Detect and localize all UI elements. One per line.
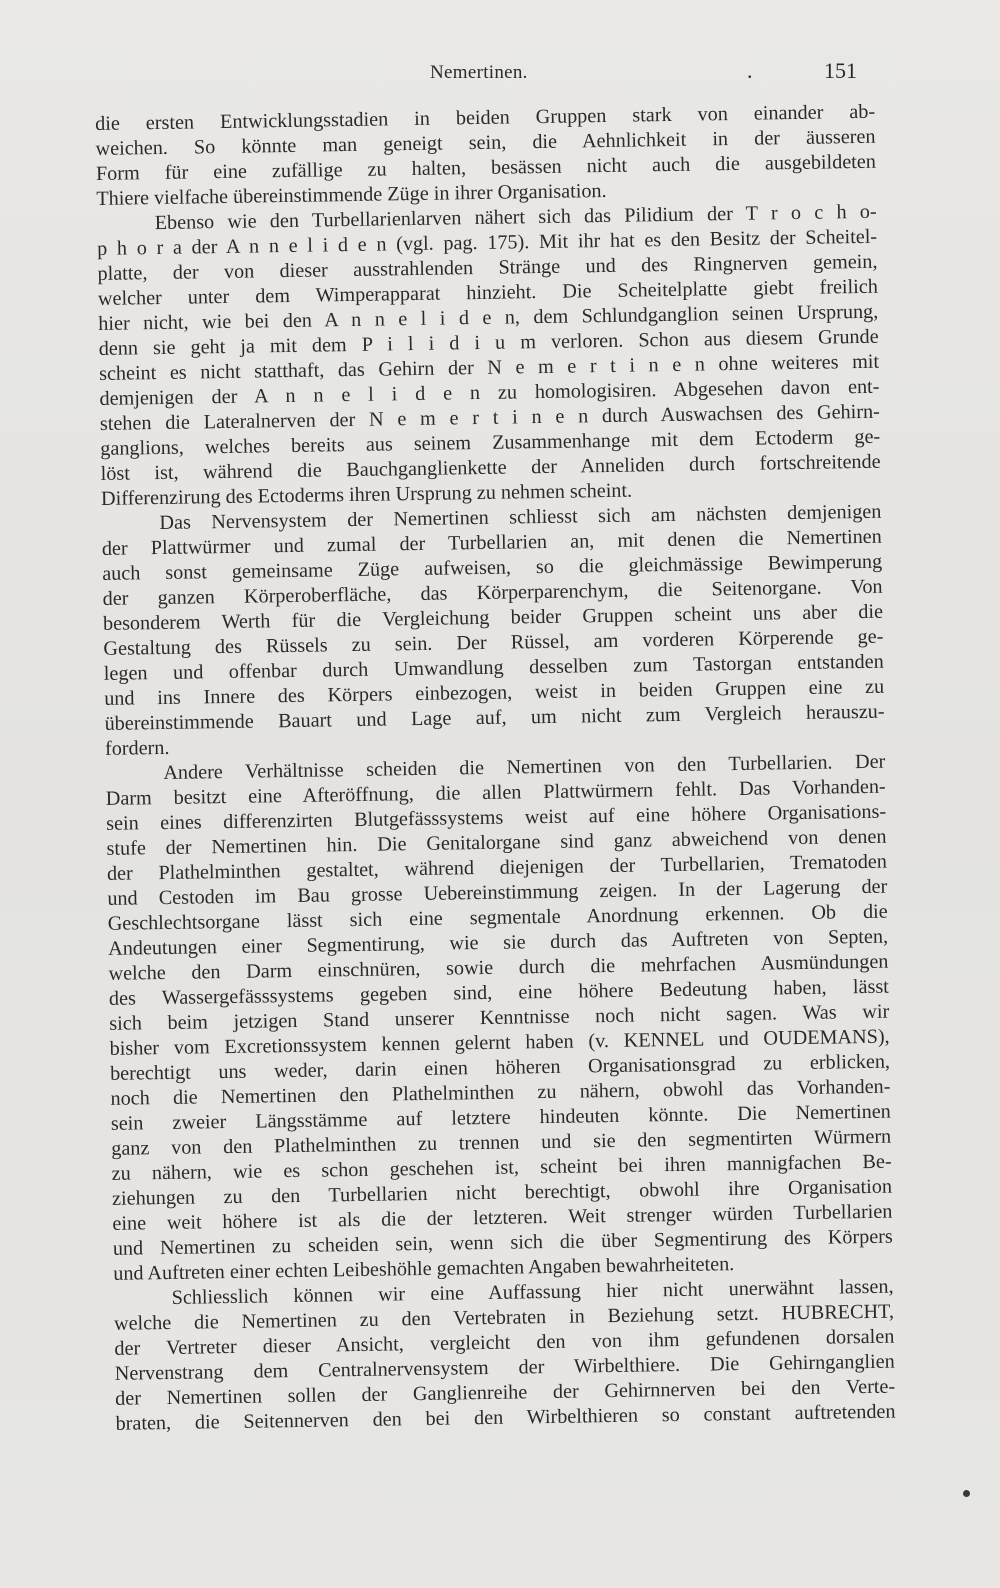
running-head [95, 58, 865, 88]
text-line: ganz von den Plathelminthen zu trennen und sie den segmentirten Würmern [111, 1125, 892, 1160]
text-line: denn sie geht ja mit dem P i l i d i u m verloren. Schon aus diesem Grunde [98, 325, 879, 360]
text-line: löst ist, während die Bauchganglienkette der Anneliden durch fortschreitende [100, 450, 881, 485]
text-line: hier nicht, wie bei den A n n e l i d e n, dem Schlundganglion seinen Ursprung, [98, 300, 879, 335]
text-line: der ganzen Körperoberfläche, das Körperparenchym, die Seitenorgane. Von [102, 575, 883, 610]
text-line: eine weit höhere ist als die der letzteren. Weit strenger würden Turbellarien [112, 1200, 893, 1235]
text-line: und Auftreten einer echten Leibeshöhle gemachten Angaben bewahrheiteten. [113, 1253, 735, 1285]
text-line: und Cestoden im Bau grosse Uebereinstimmung zeigen. In der Lagerung der [107, 875, 888, 910]
text-line: scheint es nicht statthaft, das Gehirn der N e m e r t i n e n ohne weiteres mit [98, 350, 880, 385]
page-number: 151 [824, 58, 857, 83]
text-line: welche den Darm einschnüren, sowie durch die mehrfachen Ausmündungen [108, 950, 889, 985]
text-line: zu nähern, wie es schon geschehen ist, scheint bei ihren mannigfachen Be- [111, 1150, 892, 1185]
text-line: welche die Nemertinen zu den Vertebraten in Beziehung setzt. HUBRECHT, [113, 1300, 895, 1335]
text-line: der Plathelminthen gestaltet, während diejenigen der Turbellarien, Trematoden [106, 850, 888, 885]
text-line: sein eines differenzirten Blutgefässsystems weist auf eine höhere Organisations- [106, 800, 887, 835]
text-line: sich beim jetzigen Stand unserer Kenntnisse noch nicht sagen. Was wir [109, 1000, 890, 1035]
text-line: welcher unter dem Wimperapparat hinzieht. Die Scheitelplatte giebt freilich [97, 275, 879, 310]
running-head-dot: . [747, 58, 753, 83]
text-line: berechtigt uns weder, darin einen höheren Organisationsgrad zu erblicken, [109, 1050, 891, 1085]
text-line: p h o r a der A n n e l i d e n (vgl. pag. 175). Mit ihr hat es den Besitz der Scheitel- [96, 225, 878, 260]
text-line: Darm besitzt eine Afteröffnung, die allen Plattwürmern fehlt. Das Vorhanden- [105, 775, 886, 810]
text-line: platte, der von dieser ausstrahlenden Stränge und des Ringnerven gemein, [97, 250, 878, 285]
text-line: übereinstimmende Bauart und Lage auf, um nicht zum Vergleich herauszu- [104, 700, 885, 735]
text-line: und Nemertinen zu scheiden sein, wenn sich die über Segmentirung des Körpers [112, 1225, 893, 1260]
text-line: die ersten Entwicklungsstadien in beiden Gruppen stark von einander ab- [95, 100, 876, 135]
text-line: Andeutungen einer Segmentirung, wie sie durch das Auftreten von Septen, [107, 925, 889, 960]
text-line: legen und offenbar durch Umwandlung desselben zum Tastorgan entstanden [103, 650, 884, 685]
text-line: stufe der Nemertinen hin. Die Genitalorgane sind ganz abweichend von denen [106, 825, 887, 860]
text-line: Schliesslich können wir eine Auffassung hier nicht unerwähnt lassen, [171, 1275, 894, 1309]
text-line: der Plattwürmer und zumal der Turbellarien an, mit denen die Nemertinen [101, 525, 882, 560]
running-title: Nemertinen. [430, 62, 528, 83]
text-line: sein zweier Längsstämme auf letztere hindeuten könnte. Die Nemertinen [110, 1100, 891, 1135]
text-line: auch sonst gemeinsame Züge aufweisen, so die gleichmässige Bewimperung [102, 550, 883, 585]
text-line: Gestaltung des Rüssels zu sein. Der Rüssel, am vorderen Körperende ge- [103, 625, 884, 660]
text-line: braten, die Seitennerven den bei den Wirbelthieren so constant auftretenden [115, 1400, 896, 1435]
text-line: Das Nervensystem der Nemertinen schliesst sich am nächsten demjenigen [159, 500, 882, 535]
text-line: noch die Nemertinen den Plathelminthen zu nähern, obwohl das Vorhanden- [110, 1075, 891, 1110]
text-line: ganglions, welches bereits aus seinem Zusammenhange mit dem Ectoderm ge- [100, 425, 881, 460]
text-line: Geschlechtsorgane lässt sich eine segmentale Anordnung erkennen. Ob die [107, 900, 888, 935]
text-line: der Vertreter dieser Ansicht, vergleicht den von ihm gefundenen dorsalen [114, 1325, 895, 1360]
text-line: Differenzirung des Ectoderms ihren Ursprung zu nehmen scheint. [100, 479, 633, 510]
text-line: besonderem Werth für die Vergleichung beider Gruppen scheint uns aber die [102, 600, 884, 635]
text-line: demjenigen der A n n e l i d e n zu homologisiren. Abgesehen davon ent- [99, 375, 880, 410]
text-line: Andere Verhältnisse scheiden die Nemertinen von den Turbellarien. Der [163, 750, 886, 785]
ink-spot-mark [963, 1490, 970, 1497]
text-line: und ins Innere des Körpers einbezogen, weist in beiden Gruppen eine zu [104, 675, 885, 710]
text-line: Form für eine zufällige zu halten, besässen nicht auch die ausgebildeten [95, 150, 877, 185]
text-line: Thiere vielfache übereinstimmende Züge in ihrer Organisation. [96, 179, 607, 210]
text-line: bisher vom Excretionssystem kennen gelernt haben (v. KENNEL und OUDEMANS), [109, 1025, 890, 1060]
text-line: des Wassergefässsystems gegeben sind, eine höhere Bedeutung haben, lässt [108, 975, 890, 1010]
text-line: fordern. [104, 736, 170, 760]
text-line: ziehungen zu den Turbellarien nicht berechtigt, obwohl ihre Organisation [111, 1175, 893, 1210]
text-line: Nervenstrang dem Centralnervensystem der Wirbelthiere. Die Gehirnganglien [114, 1350, 895, 1385]
text-line: stehen die Lateralnerven der N e m e r t i n e n durch Auswachsen des Gehirn- [99, 400, 880, 435]
text-line: der Nemertinen sollen der Ganglienreihe der Gehirnnerven bei den Verte- [115, 1375, 896, 1410]
text-line: Ebenso wie den Turbellarienlarven nähert sich das Pilidium der T r o c h o- [154, 200, 877, 235]
body-text [95, 100, 896, 1435]
text-line: weichen. So könnte man geneigt sein, die Aehnlichkeit in der äusseren [95, 125, 876, 160]
